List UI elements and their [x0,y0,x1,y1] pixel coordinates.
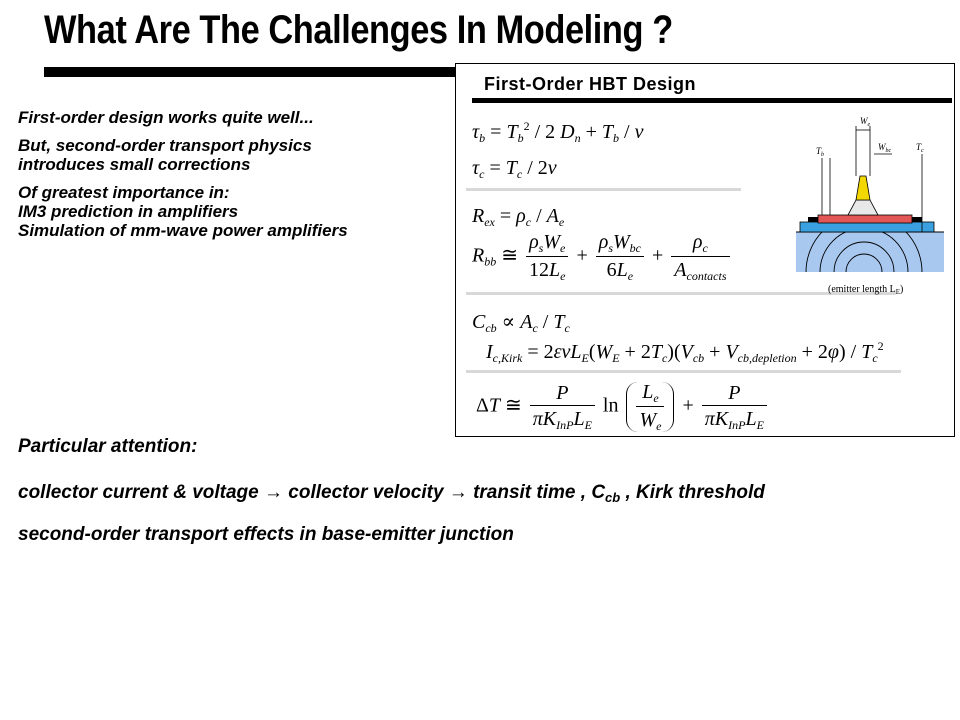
bullet-importance [18,183,438,240]
equation-delta-t: ΔT ≅ $\frac{P}{\pi K_{InP}L_E}$ ln $\frac{L_e}{W_e}$ + $\frac{P}{\pi K_{InP}L_E}$ [476,382,770,432]
label-tc: $T_c$ [916,142,924,154]
bullet-second-order-line1: But, second-order transport physics [18,136,312,155]
bullet-list [18,108,438,249]
equation-r-ex: $R_{ex} = \rho_c / A_e$ [472,205,565,229]
label-wbc: $W_{bc}$ [878,142,892,154]
attention-line-1 [18,482,765,505]
emitter-mesa [848,200,878,215]
diagram-caption: (emitter length $L_E$) [828,284,904,296]
equation-r-bb: $R_{bb}$ ≅ $\frac{\rho_sW_e}{12L_e}$ + $\frac{\rho_sW_{bc}}{6L_e}$ + $\frac{\rho_c}{A_{contacts}}$ [472,232,733,282]
equation-c-cb: $C_{cb} \propto A_c / T_c$ [472,311,570,335]
panel-title-underline [472,98,952,103]
bullet-second-order [18,136,438,174]
hbt-cross-section-diagram [796,104,946,324]
base-layer [818,215,912,223]
attention-line-2: second-order transport effects in base-emitter junction [18,524,514,545]
panel-title: First-Order HBT Design [484,74,697,94]
equation-tau-c: $\tau_c = T_c / 2v$ [472,157,557,181]
emitter-contact [856,176,870,200]
bullet-mmwave: Simulation of mm-wave power amplifiers [18,221,348,240]
bullet-im3: IM3 prediction in amplifiers [18,202,239,221]
collector-layer [800,222,934,232]
bullet-importance-heading: Of greatest importance in: [18,183,230,202]
attention-line-1-end: , Kirk threshold [620,482,765,503]
label-tb: $T_b$ [816,146,825,158]
bullet-first-order: First-order design works quite well... [18,108,314,127]
hbt-design-panel [455,63,955,437]
title-underline [44,67,456,77]
bullet-second-order-line2: introduces small corrections [18,155,251,174]
slide-title: What Are The Challenges In Modeling ? [44,8,673,52]
equation-tau-b: $\tau_b = T_b^2 / 2$ $D_n + T_b / v$ [472,119,644,145]
attention-line-1-subscript: cb [605,490,621,505]
attention-heading: Particular attention: [18,436,198,457]
attention-line-1-text: collector current & voltage → collector velocity → transit time , C [18,482,606,503]
equation-kirk: $I_{c,Kirk} = 2\varepsilon vL_E(W_E + 2T_c)(V_{cb} + V_{cb,depletion} + 2\varphi) / T_c^2$ [486,339,884,365]
collector-contact-left [808,217,818,222]
separator-3 [466,370,901,373]
collector-contact-right [912,217,922,222]
label-we: $W_e$ [860,116,871,128]
separator-1 [466,188,741,191]
